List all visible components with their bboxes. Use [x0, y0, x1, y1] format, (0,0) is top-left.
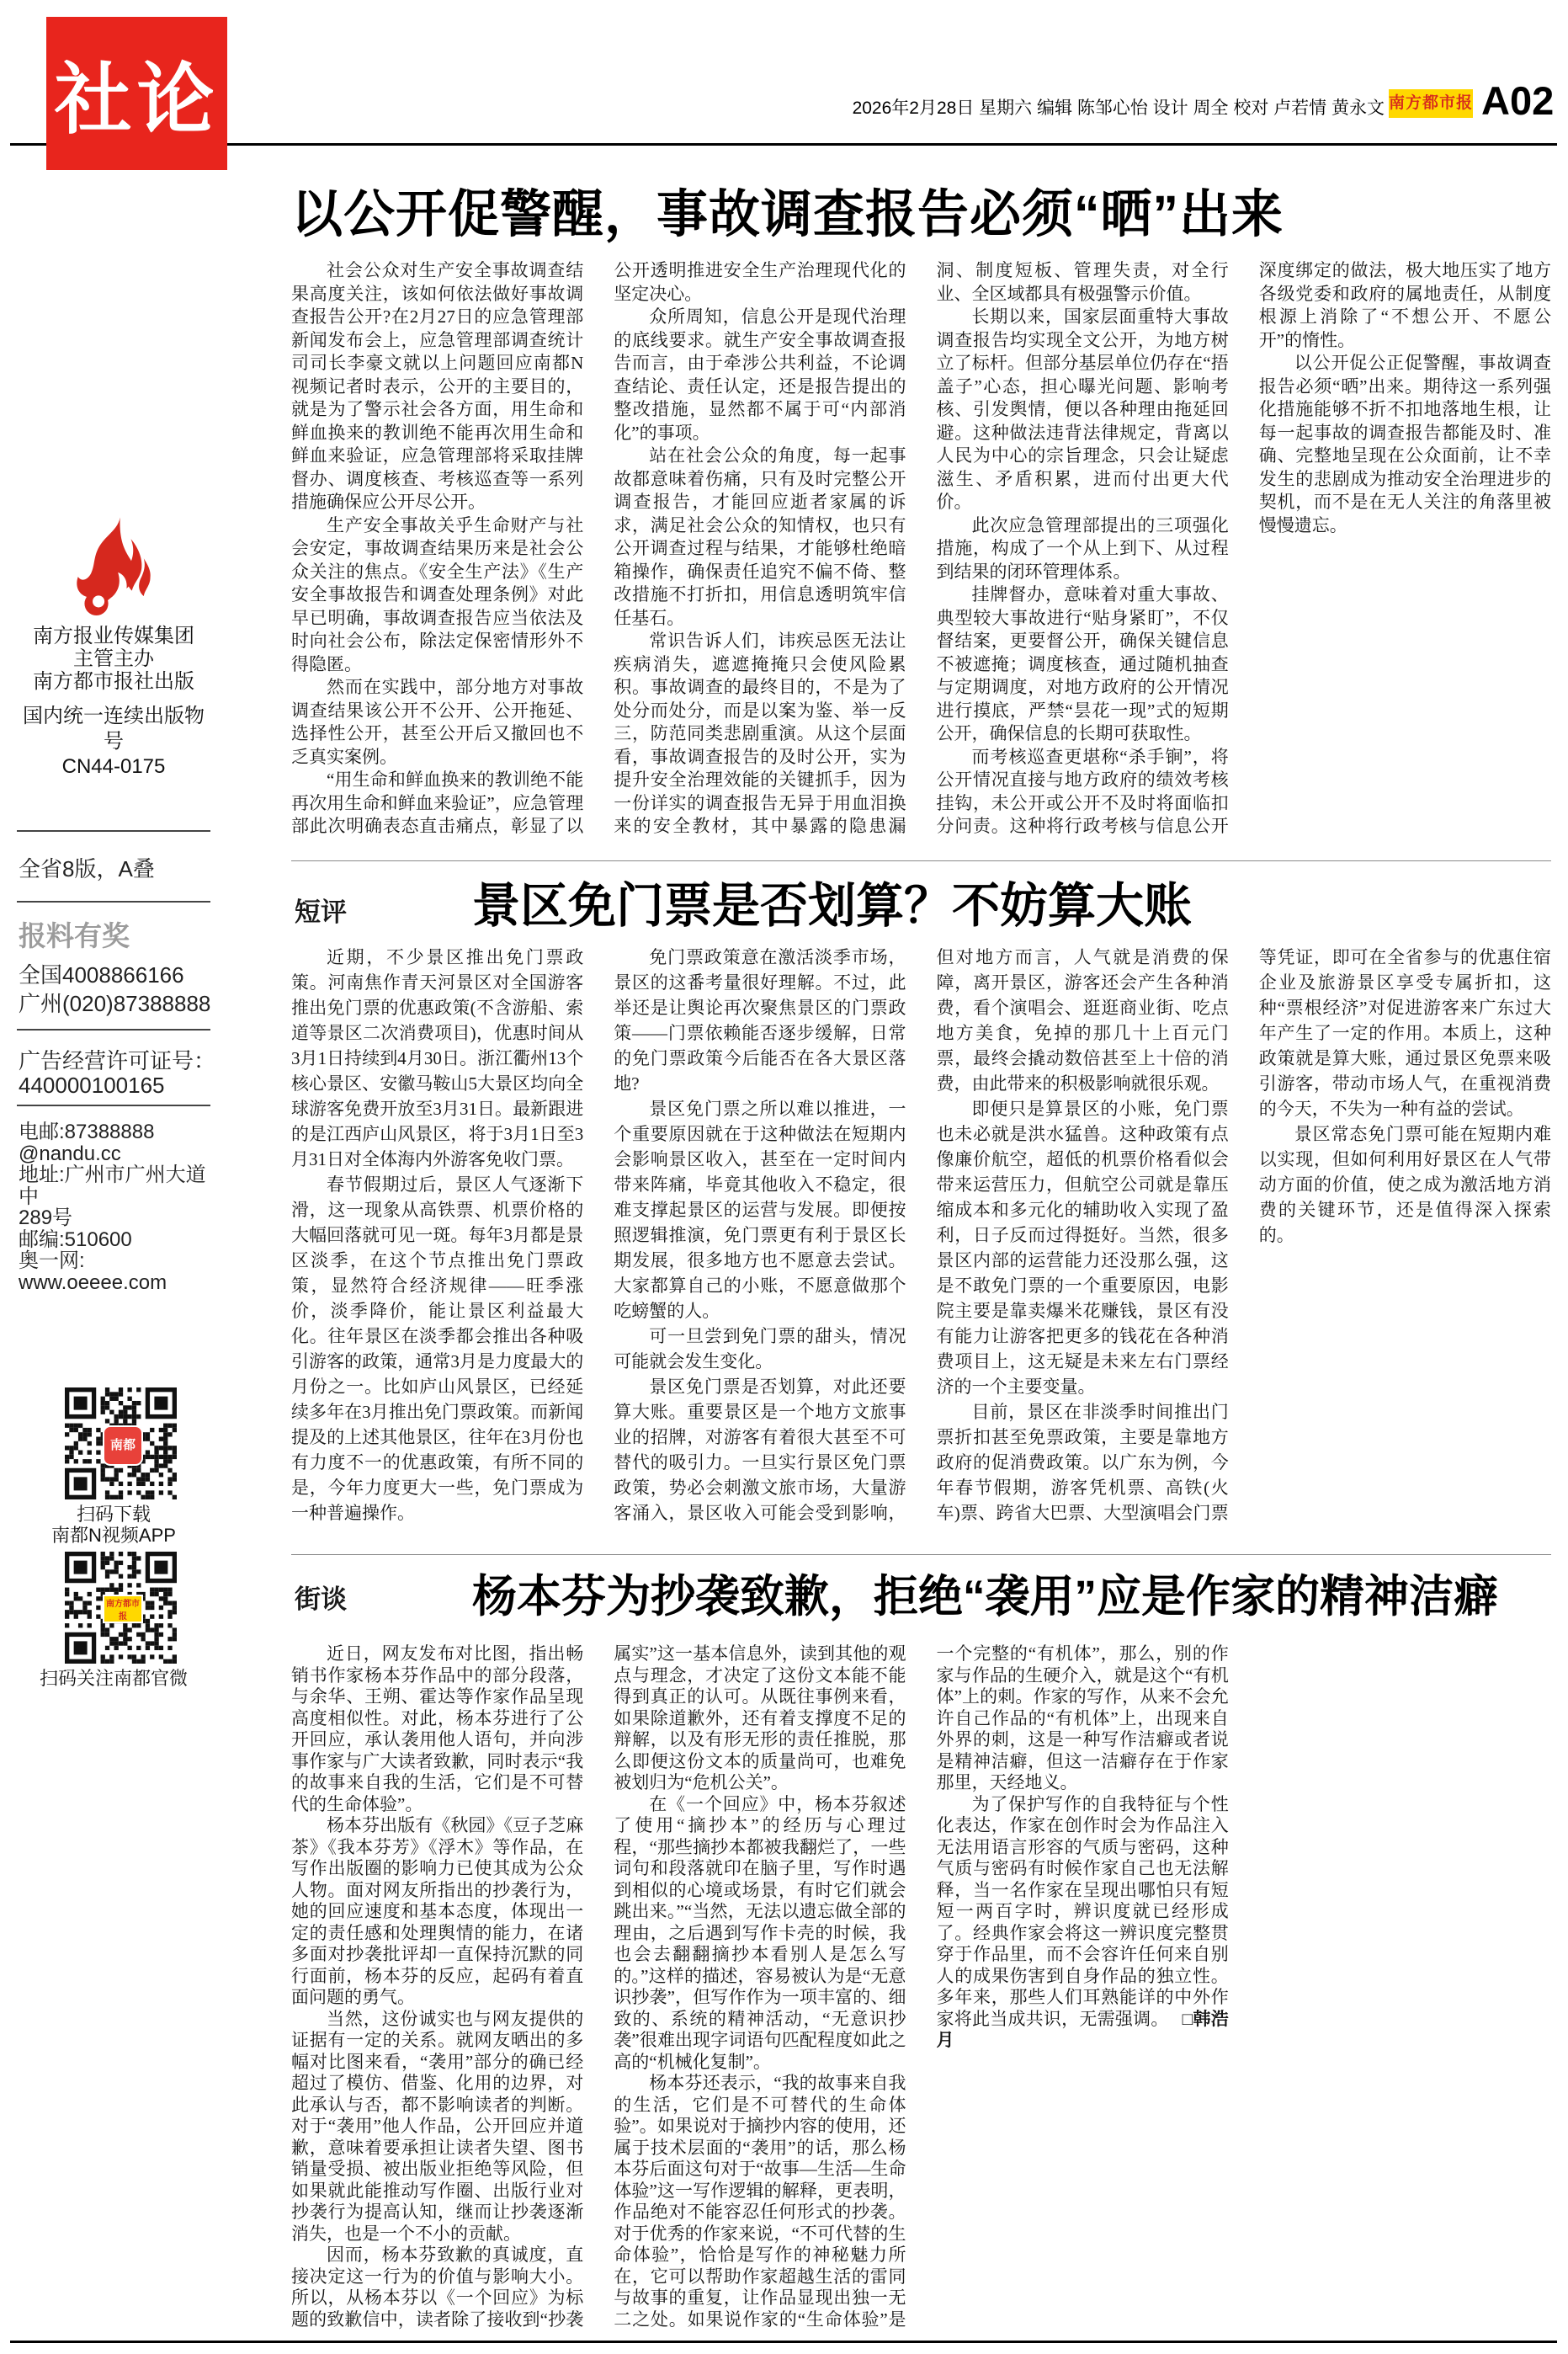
tipoff-national-phone: 全国4008866166: [19, 962, 184, 988]
article-paragraph: 而考核巡查更堪称“杀手锏”，将公开情况直接与地方政府的绩效考核挂钩，未公开或公开不及时将面临扣分问责。这种将行政考核与信息公开深度绑定的做法，极大地压实了地方各级党委和政府的属地责任，从制度根源上消除了“不想公开、不愿公开”的惰性。: [936, 260, 1551, 836]
article3-headline: 杨本芬为抄袭致歉，拒绝“袭用”应是作家的精神洁癖: [472, 1572, 1498, 1622]
article-paragraph: 景区免门票是否划算，对此还要算大账。重要景区是一个地方文旅事业的招牌，对游客有着很大甚至不可替代的吸引力。一旦实行景区免门票政策，势必会刺激文旅市场，大量游客涌入，景区收入可能会受到影响，但对地方而言，人气就是消费的保障，离开景区，游客还会产生各种消费，看个演唱会、逛逛商业街、吃点地方美食，免掉的那几十上百元门票，最终会撬动数倍甚至上十倍的消费，由此带来的积极影响就很乐观。: [614, 947, 1229, 1523]
article-paragraph: 然而在实践中，部分地方对事故调查结果该公开不公开、公开拖延、选择性公开，甚至公开后又撤回也不乏真实案例。: [291, 677, 584, 767]
text-line: 地址:广州市广州大道中: [19, 1164, 206, 1208]
qr-app-caption-line2: 南都N视频APP: [51, 1525, 176, 1546]
ad-license-number: 440000100165: [19, 1073, 165, 1098]
issn-number: CN44-0175: [61, 755, 166, 778]
nandu-paper-icon: 南方都市报: [103, 1595, 143, 1623]
article-paragraph: “用生命和鲜血换来的教训绝不能再次用生命和鲜血来验证”，应急管理部此次明确表态直击痛点，彰显了以公开透明推进安全生产治理现代化的坚定决心。: [291, 260, 906, 836]
qr-code-weibo: [65, 1552, 177, 1664]
article-divider: [291, 1554, 1551, 1555]
tipoff-title: 报料有奖: [19, 920, 130, 951]
edition-info: 全省8版，A叠: [19, 856, 155, 881]
issn-block: [17, 704, 210, 780]
text-line: 南方报业传媒集团: [33, 625, 194, 647]
tipoff-guangzhou-phone: 广州(020)87388888: [19, 991, 211, 1016]
sidebar-divider: [17, 830, 210, 832]
article1-headline: 以公开促警醒，事故调查报告必须“晒”出来: [291, 185, 1284, 242]
article-paragraph: 生产安全事故关乎生命财产与社会安定，事故调查结果历来是社会公众关注的焦点。《安全生产法》《生产安全事故报告和调查处理条例》对此早已明确，事故调查报告应当依法及时向社会公布，除法定保密情形外不得隐匿。: [291, 514, 584, 674]
qr-code-app: [65, 1387, 177, 1499]
column-label-jietan: 街谈: [295, 1584, 347, 1614]
article2-headline: 景区免门票是否划算？不妨算大账: [472, 879, 1192, 933]
article-paragraph: 挂牌督办，意味着对重大事故、典型较大事故进行“贴身紧盯”，不仅督结案，更要督公开，确保关键信息不被遮掩；调度核查，通过随机抽查与定期调度，对地方政府的公开情况进行摸底，严禁“昙花一现”式的短期公开，确保信息的长期可获取性。: [936, 584, 1229, 743]
article-paragraph: 目前，景区在非淡季时间推出门票折扣甚至免票政策，主要是靠地方政府的促消费政策。以广东为例，今年春节假期，游客凭机票、高铁(火车)票、跨省大巴票、大型演唱会门票等凭证，即可在全省参与的优惠住宿企业及旅游景区享受专属折扣，这种“票根经济”对促进游客来广东过大年产生了一定的作用。本质上，这种政策就是算大账，通过景区免票来吸引游客，带动市场人气，在重视消费的今天，不失为一种有益的尝试。: [936, 947, 1551, 1523]
article-paragraph: 景区常态免门票可能在短期内难以实现，但如何利用好景区在人气带动方面的价值，使之成为激活地方消费的关键环节，还是值得深入探索的。: [1258, 1124, 1551, 1245]
sidebar-divider: [17, 1029, 210, 1031]
section-label: 社论: [54, 57, 220, 143]
article-paragraph: 因而，杨本芬致歉的真诚度，直接决定这一行为的价值与影响大小。所以，从杨本芬以《一个回应》为标题的致歉信中，读者除了接收到“抄袭属实”这一基本信息外，读到其他的观点与理念，才决定了这份文本能不能得到真正的认可。从既往事例来看，如果除道歉外，还有着支撑度不足的辩解，以及有形无形的责任推脱，那么即便这份文本的质量尚可，也难免被划归为“危机公关”。: [291, 1643, 906, 2330]
text-line: @nandu.cc: [19, 1142, 121, 1165]
article-paragraph: 春节假期过后，景区人气逐渐下滑，这一现象从高铁票、机票价格的大幅回落就可见一斑。每年3月都是景区淡季，在这个节点推出免门票政策，显然符合经济规律——旺季涨价，淡季降价，能让景区利益最大化。往年景区在淡季都会推出各种吸引游客的政策，通常3月是力度最大的月份之一。比如庐山风景区，已经延续多年在3月推出免门票政策。而新闻提及的上述其他景区，往年在3月份也有力度不一的优惠政策，有所不同的是，今年力度更大一些，免门票成为一种普遍操作。: [291, 1174, 584, 1523]
sidebar: [17, 0, 216, 2354]
article-paragraph: 免门票政策意在激活淡季市场，景区的这番考量很好理解。不过，此举还是让舆论再次聚焦景区的门票政策——门票依赖能否逐步缓解，日常的免门票政策今后能否在各大景区落地?: [614, 947, 906, 1094]
article3-body: [291, 1643, 1551, 2334]
header-rule: [10, 143, 1557, 146]
article-paragraph: 此次应急管理部提出的三项强化措施，构成了一个从上到下、从过程到结果的闭环管理体系。: [936, 514, 1229, 582]
article-paragraph: 站在社会公众的角度，每一起事故都意味着伤痛，只有及时完整公开调查报告，才能回应逝者家属的诉求，满足社会公众的知情权，也只有公开调查过程与结果，才能够杜绝暗箱操作，确保责任追究不偏不倚、整改措施不打折扣，用信息透明筑牢信任基石。: [614, 445, 906, 628]
publisher-lines: [17, 625, 210, 693]
article-paragraph: 为了保护写作的自我特征与个性化表达，作家在创作时会为作品注入无法用语言形容的气质与密码，这种气质与密码有时候作家自己也无法解释，当一名作家在呈现出哪怕只有短短一两百字时，辨识度就已经形成了。经典作家会将这一辨识度完整贯穿于作品里，而不会容许任何来自别人的成果伤害到自身作品的独立性。多年来，那些人们耳熟能详的中外作家将此当成共识，无需强调。 □韩浩月: [936, 1793, 1229, 2050]
masthead-logo: 南方都市报: [1389, 89, 1473, 118]
text-line: 邮编:510600: [19, 1228, 132, 1251]
ad-license-label: 广告经营许可证号：: [19, 1048, 216, 1073]
article1-body: [291, 259, 1551, 852]
article-paragraph: 众所周知，信息公开是现代治理的底线要求。就生产安全事故调查报告而言，由于牵涉公共利益，不论调查结论、责任认定，还是报告提出的整改措施，显然都不属于可“内部消化”的事项。: [614, 306, 906, 443]
page-number: A02: [1481, 78, 1555, 123]
qr-app-caption-line1: 扫码下载: [76, 1504, 151, 1525]
article2-body: [291, 945, 1551, 1546]
text-line: 奥一网:: [19, 1249, 85, 1272]
sidebar-divider: [17, 901, 210, 903]
page-bottom-rule: [10, 2341, 1557, 2343]
nandu-app-icon: 南都: [103, 1425, 143, 1466]
qr-app-caption: [17, 1504, 210, 1546]
article-paragraph: 即便只是算景区的小账，免门票也未必就是洪水猛兽。这种政策有点像廉价航空，超低的机票价格看似会带来运营压力，但航空公司就是靠压缩成本和多元化的辅助收入实现了盈利，日子反而过得挺好。当然，很多景区内部的运营能力还没那么强，这是不敢免门票的一个重要原因，电影院主要是靠卖爆米花赚钱，景区有没有能力让游客把更多的钱花在各种消费项目上，这无疑是未来左右门票经济的一个主要变量。: [936, 1099, 1229, 1397]
article-paragraph: 杨本芬还表示，“我的故事来自我的生活，它们是不可替代的生命体验”。如果说对于摘抄内容的使用，还属于技术层面的“袭用”的话，那么杨本芬后面这句对于“故事—生活—生命体验”这一写作逻辑的解释，更表明，作品绝对不能容忍任何形式的抄袭。对于优秀的作家来说，“不可代替的生命体验”，恰恰是写作的神秘魅力所在，它可以帮助作家超越生活的雷同与故事的重复，让作品显现出独一无二之处。如果说作家的“生命体验”是一个完整的“有机体”，那么，别的作家与作品的生硬介入，就是这个“有机体”上的刺。作家的写作，从来不会允许自己作品的“有机体”上，出现来自外界的刺，这是一种写作洁癖或者说是精神洁癖，但这一洁癖存在于作家那里，天经地义。: [614, 1643, 1229, 2330]
article-paragraph: 长期以来，国家层面重特大事故调查报告均实现全文公开，为地方树立了标杆。但部分基层单位仍存在“捂盖子”心态，担心曝光问题、影响考核、引发舆情，便以各种理由拖延回避。这种做法违背法律规定，背离以人民为中心的宗旨理念，只会让疑虑滋生、矛盾积累，进而付出更大代价。: [936, 306, 1229, 512]
sidebar-divider: [17, 1105, 210, 1106]
dateline: 2026年2月28日 星期六 编辑 陈邹心怡 设计 周全 校对 卢若情 黄永文: [852, 99, 1385, 118]
column-label-duanping: 短评: [295, 897, 347, 927]
article-paragraph: 可一旦尝到免门票的甜头，情况可能就会发生变化。: [614, 1326, 906, 1371]
article-paragraph: 在《一个回应》中，杨本芬叙述了使用“摘抄本”的经历与心理过程，“那些摘抄本都被我翻烂了，一些词句和段落就印在脑子里，写作时遇到相似的心境或场景，有时它们就会跳出来。”“当然，无法以遗忘做全部的理由，之后遇到写作卡壳的时候，我也会去翻翻摘抄本看别人是怎么写的。”这样的描述，容易被认为是“无意识抄袭”，但写作作为一项丰富的、细致的、系统的精神活动，“无意识抄袭”很难出现字词语句匹配程度如此之高的“机械化复制”。: [614, 1793, 906, 2072]
article-paragraph: 常识告诉人们，讳疾忌医无法让疾病消失，遮遮掩掩只会使风险累积。事故调查的最终目的，不是为了处分而处分，而是以案为鉴、举一反三，防范同类悲剧重演。从这个层面看，事故调查报告的及时公开，实为提升安全治理效能的关键抓手，因为一份详实的调查报告无异于用血泪换来的安全教材，其中暴露的隐患漏洞、制度短板、管理失责，对全行业、全区域都具有极强警示价值。: [614, 260, 1229, 836]
nanfang-media-flame-logo: [57, 515, 170, 623]
article-paragraph: 近日，网友发布对比图，指出畅销书作家杨本芬作品中的部分段落，与余华、王朔、霍达等作家作品呈现高度相似性。对此，杨本芬进行了公开回应，承认袭用他人语句，并向涉事作家与广大读者致歉，同时表示“我的故事来自我的生活，它们是不可替代的生命体验”。: [291, 1643, 584, 1814]
issn-label: 国内统一连续出版物号: [23, 705, 205, 753]
contact-block: [19, 1121, 210, 1293]
article-paragraph: 社会公众对生产安全事故调查结果高度关注，该如何依法做好事故调查报告公开?在2月27日的应急管理部新闻发布会上，应急管理部调查统计司司长李豪文就以上问题回应南都N视频记者时表示，公开的主要目的，就是为了警示社会各方面，用生命和鲜血换来的教训绝不能再次用生命和鲜血来验证，应急管理部将采取挂牌督办、调度核查、考核巡查等一系列措施确保应公开尽公开。: [291, 260, 584, 512]
article-paragraph: 景区免门票之所以难以推进，一个重要原因就在于这种做法在短期内会影响景区收入，甚至在一定时间内带来阵痛，毕竟其他收入不稳定，很难支撑起景区的运营与发展。即便按照逻辑推演，免门票更有利于景区长期发展，很多地方也不愿意去尝试。大家都算自己的小账，不愿意做那个吃螃蟹的人。: [614, 1099, 906, 1321]
article-paragraph: 近期，不少景区推出免门票政策。河南焦作青天河景区对全国游客推出免门票的优惠政策(不含游船、索道等景区二次消费项目)，优惠时间从3月1日持续到4月30日。浙江衢州13个核心景区、安徽马鞍山5大景区均向全球游客免费开放至3月31日。最新跟进的是江西庐山风景区，将于3月1日至3月31日对全体海内外游客免收门票。: [291, 947, 584, 1169]
text-line: www.oeeee.com: [19, 1270, 167, 1294]
qr-weibo-caption: 扫码关注南都官微: [39, 1668, 188, 1689]
byline: □韩浩月: [936, 2009, 1229, 2050]
article-divider: [291, 860, 1551, 861]
article-paragraph: 当然，这份诚实也与网友提供的证据有一定的关系。就网友晒出的多幅对比图来看，“袭用”部分的确已经超过了模仿、借鉴、化用的边界，对此承认与否，都不影响读者的判断。对于“袭用”他人作品，公开回应并道歉，意味着要承担让读者失望、图书销量受损、被出版业拒绝等风险，但如果就此能推动写作圈、出版行业对抄袭行为提高认知，继而让抄袭逐渐消失，也是一个不小的贡献。: [291, 2008, 584, 2244]
text-line: 电邮:87388888: [19, 1121, 155, 1143]
article-paragraph: 以公开促公正促警醒，事故调查报告必须“晒”出来。期待这一系列强化措施能够不折不扣地落地生根，让每一起事故的调查报告都能及时、准确、完整地呈现在公众面前，让不幸发生的悲剧成为推动安全治理进步的契机，而不是在无人关注的角落里被慢慢遗忘。: [1258, 353, 1551, 535]
article-paragraph: 杨本芬出版有《秋园》《豆子芝麻茶》《我本芬芳》《浮木》等作品，在写作出版圈的影响力已使其成为公众人物。面对网友所指出的抄袭行为，她的回应速度和基本态度，体现出一定的责任感和处理舆情的能力，在诸多面对抄袭批评却一直保持沉默的同行面前，杨本芬的反应，起码有着直面问题的勇气。: [291, 1815, 584, 2007]
text-line: 主管主办: [73, 647, 154, 670]
text-line: 南方都市报社出版: [33, 670, 194, 693]
text-line: 289号: [19, 1206, 73, 1229]
